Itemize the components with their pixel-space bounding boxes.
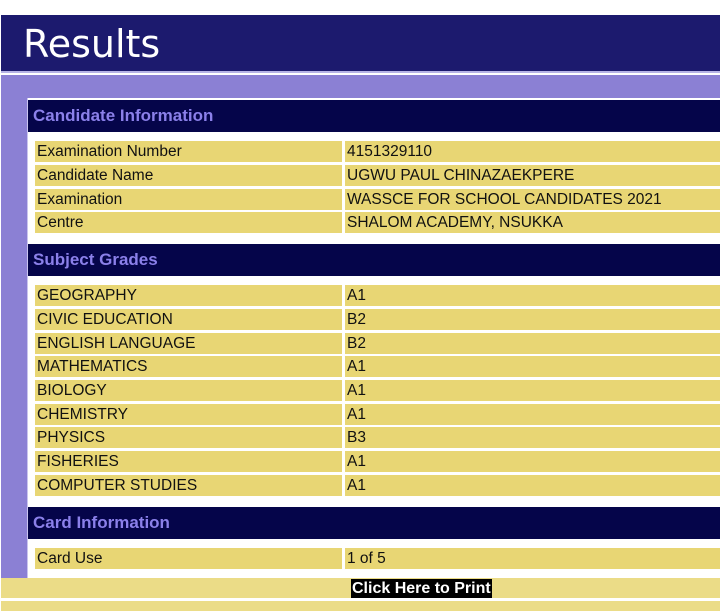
card-use-value: 1 of 5 (345, 548, 720, 569)
table-row (35, 475, 720, 496)
section-heading-subject-grades: Subject Grades (28, 244, 720, 276)
subject-name: CIVIC EDUCATION (35, 309, 342, 330)
table-row (35, 309, 720, 330)
table-row (35, 427, 720, 448)
examination-number-value: 4151329110 (345, 141, 720, 162)
page-header (1, 15, 720, 73)
examination-value: WASSCE FOR SCHOOL CANDIDATES 2021 (345, 189, 720, 210)
subject-grade: A1 (345, 404, 720, 425)
subject-name: CHEMISTRY (35, 404, 342, 425)
subject-name: COMPUTER STUDIES (35, 475, 342, 496)
card-use-label: Card Use (35, 548, 342, 569)
subject-grade: A1 (345, 285, 720, 306)
table-row (35, 285, 720, 306)
table-row (35, 333, 720, 354)
candidate-name-label: Candidate Name (35, 165, 342, 186)
section-heading-card-information: Card Information (28, 507, 720, 539)
subject-grade: B3 (345, 427, 720, 448)
subject-grade: A1 (345, 380, 720, 401)
subject-name: ENGLISH LANGUAGE (35, 333, 342, 354)
table-row (35, 404, 720, 425)
subject-grade: B2 (345, 333, 720, 354)
subject-name: BIOLOGY (35, 380, 342, 401)
centre-label: Centre (35, 212, 342, 233)
candidate-name-value: UGWU PAUL CHINAZAEKPERE (345, 165, 720, 186)
centre-value: SHALOM ACADEMY, NSUKKA (345, 212, 720, 233)
examination-label: Examination (35, 189, 342, 210)
table-row (35, 165, 720, 186)
subject-grade: A1 (345, 356, 720, 377)
subject-grade: A1 (345, 475, 720, 496)
subject-name: GEOGRAPHY (35, 285, 342, 306)
print-strip-divider (1, 598, 720, 601)
subject-name: PHYSICS (35, 427, 342, 448)
table-row (35, 189, 720, 210)
page-title: Results (23, 22, 161, 66)
table-row (35, 356, 720, 377)
table-row (35, 380, 720, 401)
table-row (35, 141, 720, 162)
subject-grade: A1 (345, 451, 720, 472)
table-row (35, 451, 720, 472)
print-button[interactable]: Click Here to Print (352, 580, 491, 597)
subject-name: MATHEMATICS (35, 356, 342, 377)
examination-number-label: Examination Number (35, 141, 342, 162)
table-row (35, 212, 720, 233)
subject-name: FISHERIES (35, 451, 342, 472)
subject-grade: B2 (345, 309, 720, 330)
table-row (35, 548, 720, 569)
section-heading-candidate-information: Candidate Information (28, 100, 720, 132)
